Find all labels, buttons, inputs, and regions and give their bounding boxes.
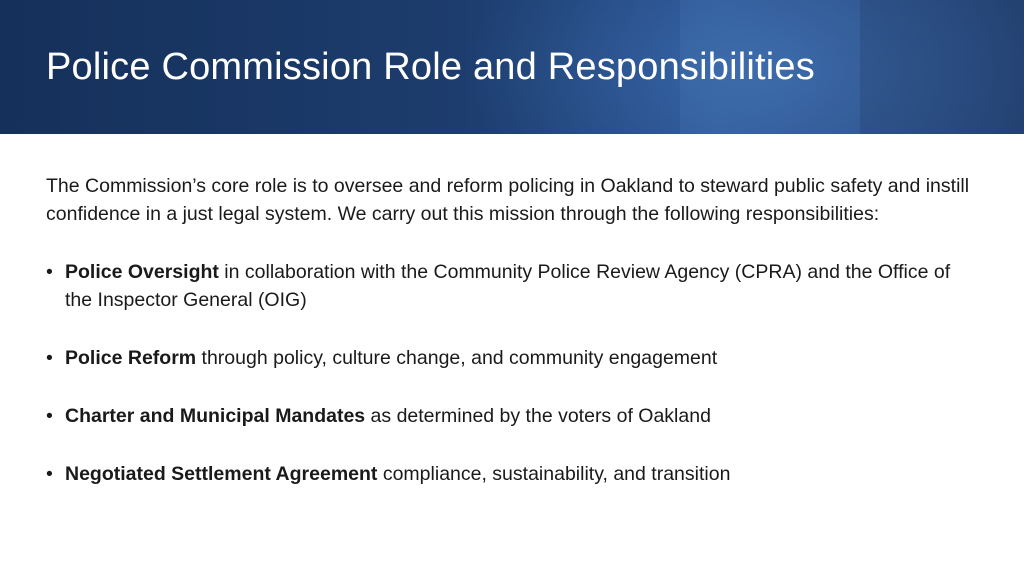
bullet-text: through policy, culture change, and community engagement: [196, 347, 718, 369]
title-band-panel: [860, 0, 1024, 134]
bullet-heading: Police Reform: [65, 347, 197, 369]
bullet-heading: Police Oversight: [65, 261, 219, 283]
list-item-police-reform: [46, 344, 976, 372]
slide-title: Police Commission Role and Responsibilities: [46, 46, 815, 88]
bullet-text: in collaboration with the Community Police Review Agency (CPRA) and the Office of the Inspector General (OIG): [65, 261, 951, 311]
bullet-text: as determined by the voters of Oakland: [365, 405, 711, 427]
bullet-icon: •: [46, 347, 53, 369]
bullet-icon: •: [46, 405, 53, 427]
list-item-charter-mandates: [46, 402, 976, 430]
list-item-settlement-agreement: [46, 460, 976, 488]
list-item-police-oversight: [46, 258, 976, 314]
bullet-text: compliance, sustainability, and transition: [377, 463, 731, 485]
intro-paragraph: The Commission’s core role is to oversee and reform policing in Oakland to steward public safety and instill confidence in a just legal system. We carry out this mission through the following responsibilities:: [46, 175, 970, 225]
bullet-heading: Charter and Municipal Mandates: [65, 405, 366, 427]
responsibilities-list: [46, 258, 976, 488]
title-band: [0, 0, 1024, 134]
bullet-icon: •: [46, 463, 53, 485]
slide-body: [46, 172, 976, 518]
bullet-heading: Negotiated Settlement Agreement: [65, 463, 378, 485]
bullet-icon: •: [46, 261, 53, 283]
